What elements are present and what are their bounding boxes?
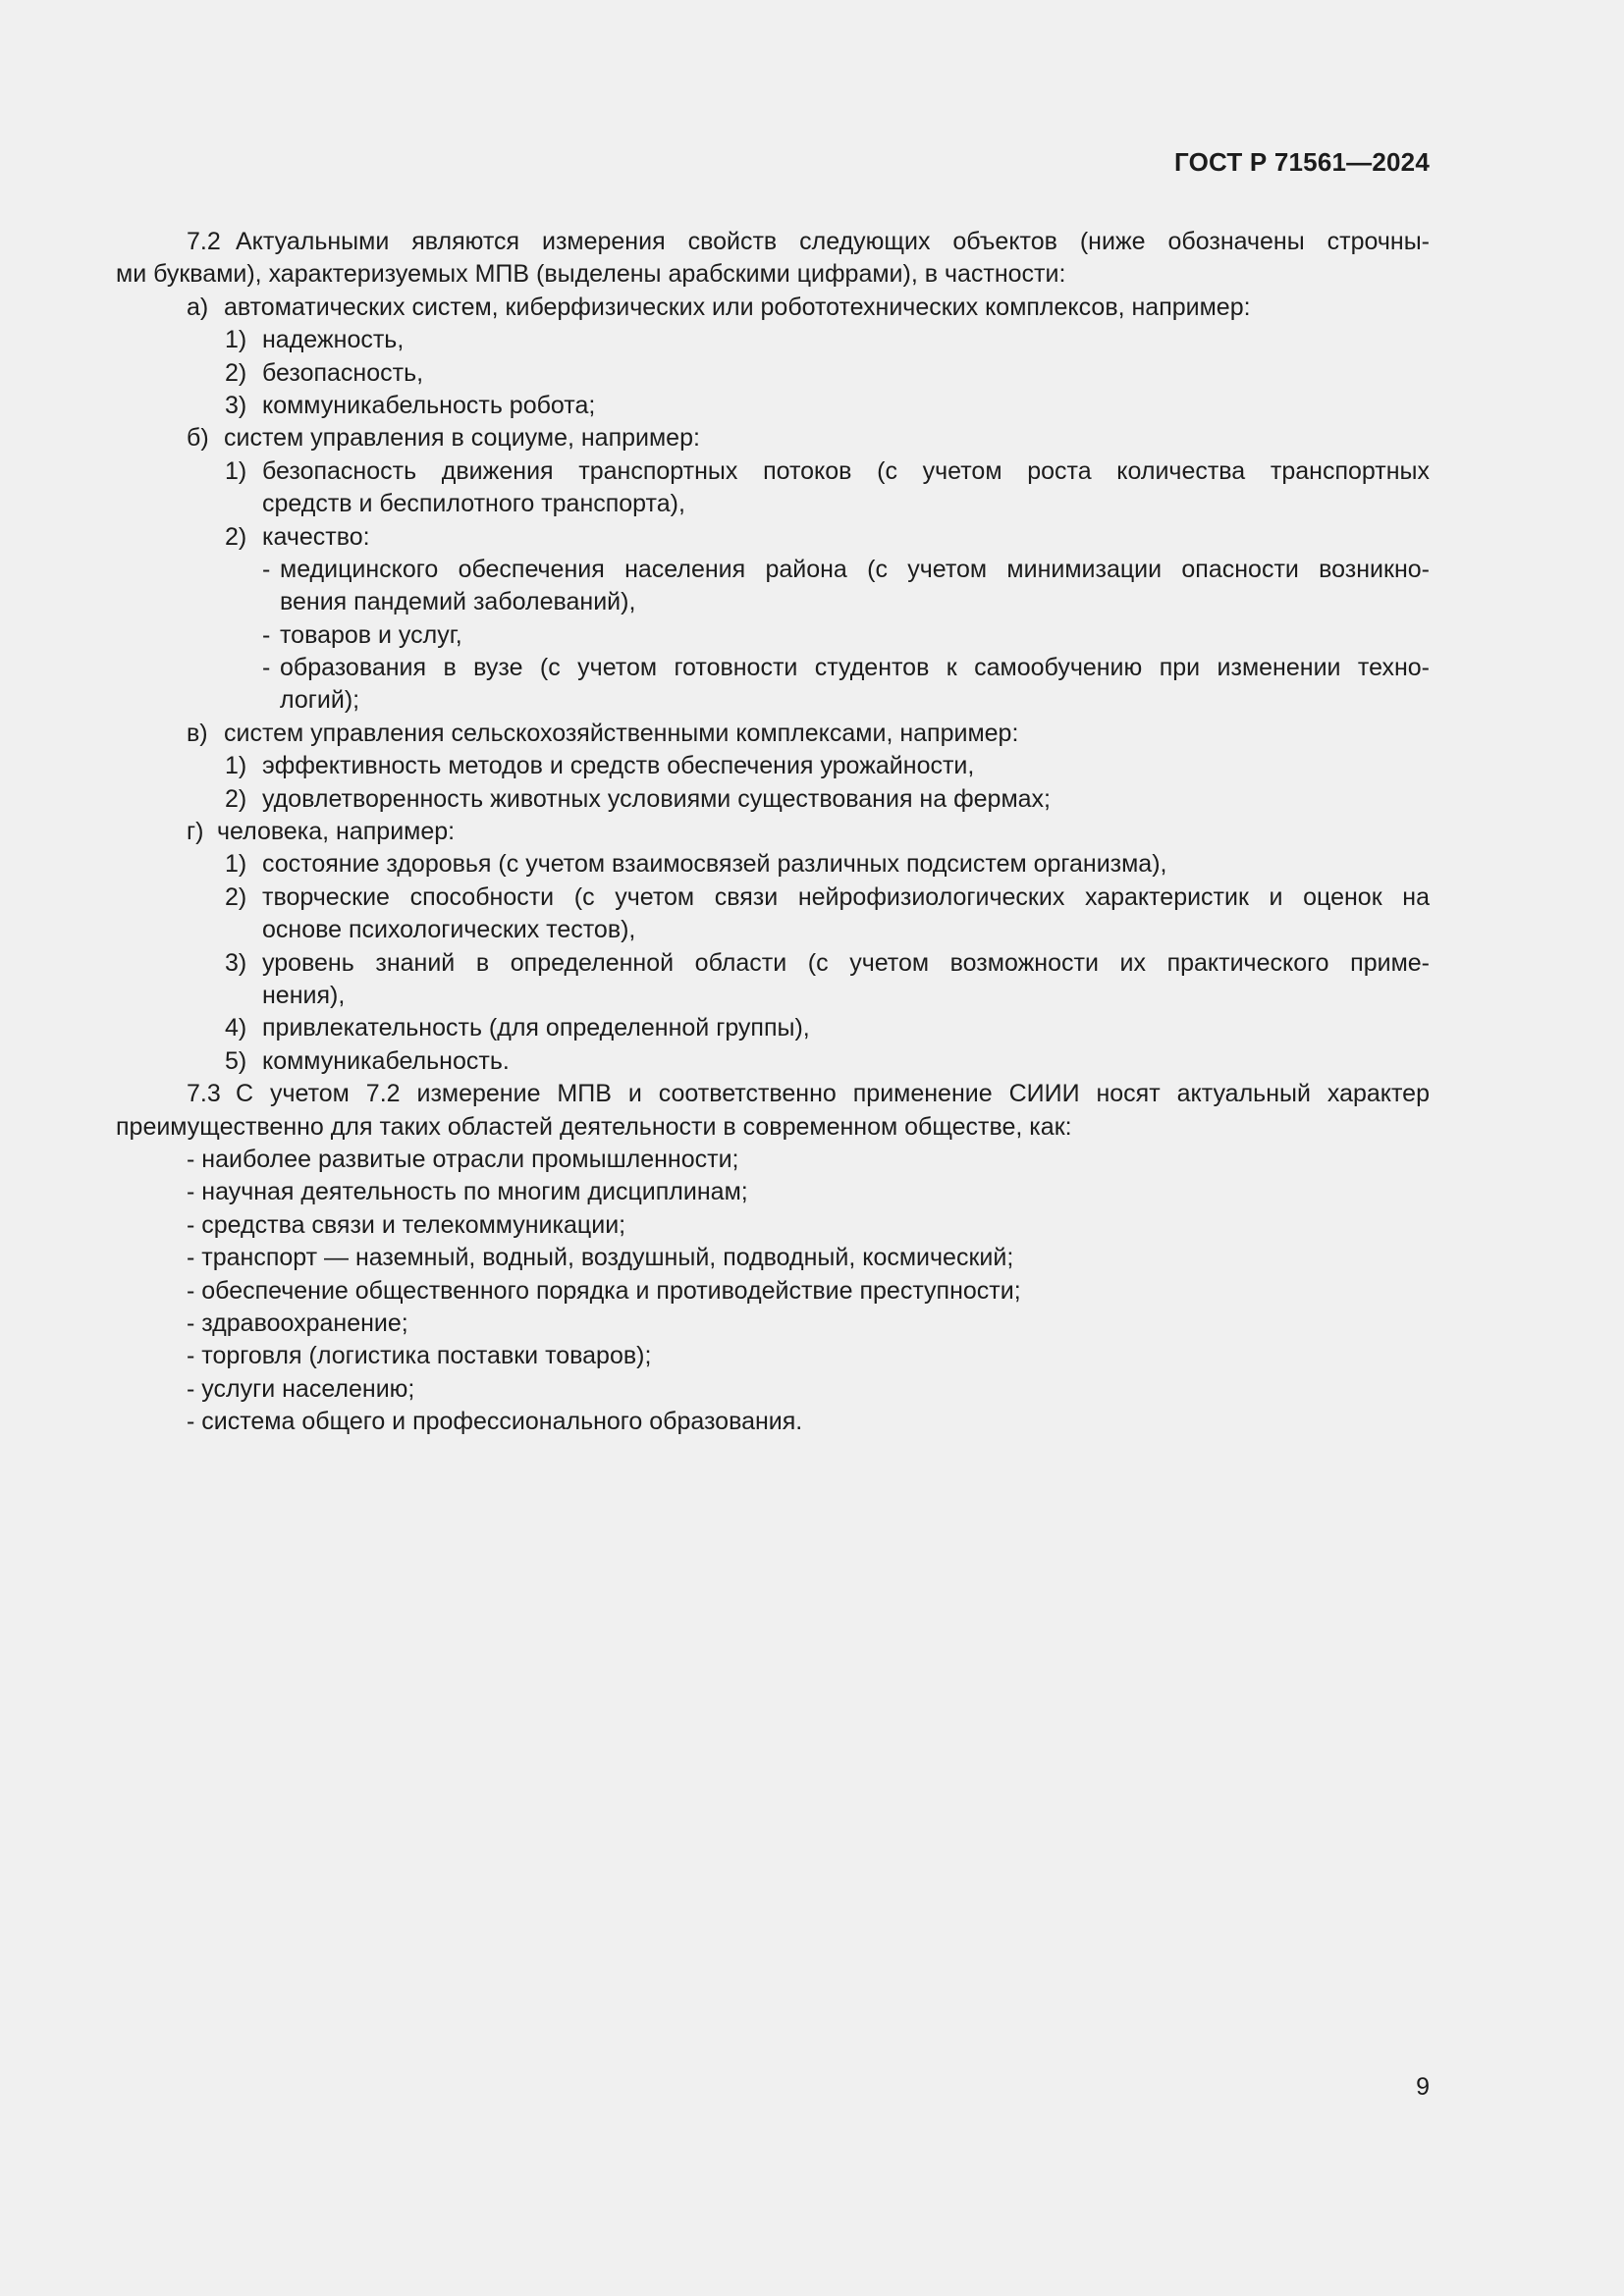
list-item: [116, 521, 1430, 554]
list-item-continuation: [116, 914, 1430, 946]
list-item-text: - транспорт — наземный, водный, воздушный, подводный, космический;: [187, 1244, 1014, 1272]
paragraph-line: [116, 258, 1430, 291]
list-item-text: товаров и услуг,: [280, 620, 462, 649]
list-item-continuation: [116, 684, 1430, 717]
dash-list-item: [116, 1373, 1430, 1406]
document-header: ГОСТ Р 71561—2024: [1174, 147, 1430, 177]
paragraph-text: С учетом 7.2 измерение МПВ и соответственно применение СИИИ носят актуальный характер: [236, 1080, 1430, 1108]
list-item-text: привлекательность (для определенной группы),: [262, 1014, 810, 1042]
list-item-text: - торговля (логистика поставки товаров);: [187, 1342, 652, 1370]
list-marker: -: [262, 555, 271, 583]
clause-7-2-first-line: [116, 226, 1430, 258]
list-item: [116, 750, 1430, 782]
list-item-continuation: [116, 488, 1430, 520]
list-item-text: - обеспечение общественного порядка и противодействие преступности;: [187, 1276, 1021, 1305]
list-item-text: - наиболее развитые отрасли промышленности;: [187, 1145, 739, 1173]
list-item: [116, 324, 1430, 356]
list-item-text: систем управления сельскохозяйственными комплексами, например:: [224, 719, 1019, 747]
list-item: [116, 357, 1430, 390]
list-item-text: творческие способности (с учетом связи нейрофизиологических характеристик и оценок на: [262, 882, 1430, 911]
list-item-text: автоматических систем, киберфизических или робототехнических комплексов, например:: [224, 293, 1251, 321]
list-marker: -: [262, 654, 271, 682]
list-item-text: уровень знаний в определенной области (с учетом возможности их практического приме-: [262, 948, 1430, 977]
list-item-text: коммуникабельность робота;: [262, 391, 596, 419]
list-item: [116, 455, 1430, 488]
list-item-text: - здравоохранение;: [187, 1308, 408, 1337]
list-marker: в): [187, 719, 208, 747]
list-item-text: качество:: [262, 522, 370, 551]
list-marker: -: [262, 620, 271, 649]
list-item-text: состояние здоровья (с учетом взаимосвязей различных подсистем организма),: [262, 850, 1167, 879]
list-marker: 1): [225, 752, 247, 780]
list-item-continuation: [116, 980, 1430, 1012]
sub-list-item: [116, 652, 1430, 684]
list-marker: 3): [225, 391, 247, 419]
list-item-text: - научная деятельность по многим дисциплинам;: [187, 1178, 748, 1206]
sub-list-item: [116, 619, 1430, 652]
list-marker: 3): [225, 948, 247, 977]
list-item: [116, 881, 1430, 914]
list-item-text: образования в вузе (с учетом готовности студентов к самообучению при изменении техно-: [280, 654, 1430, 682]
dash-list-item: [116, 1242, 1430, 1274]
dash-list-item: [116, 1406, 1430, 1438]
list-marker: 5): [225, 1046, 247, 1075]
list-item-a: [116, 292, 1430, 324]
list-item-text: систем управления в социуме, например:: [224, 424, 700, 453]
list-marker: 1): [225, 456, 247, 485]
list-item: [116, 1012, 1430, 1044]
list-item: [116, 947, 1430, 980]
sub-list-item: [116, 554, 1430, 586]
list-item-text: средств и беспилотного транспорта),: [262, 490, 685, 518]
paragraph-line: [116, 1111, 1430, 1144]
paragraph-text: ми буквами), характеризуемых МПВ (выделены арабскими цифрами), в частности:: [116, 260, 1066, 289]
list-item-text: нения),: [262, 981, 346, 1009]
list-item-continuation: [116, 586, 1430, 618]
list-marker: 2): [225, 522, 247, 551]
list-item-text: надежность,: [262, 326, 405, 354]
list-item-v: [116, 718, 1430, 750]
paragraph-text: преимущественно для таких областей деятельности в современном обществе, как:: [116, 1112, 1072, 1141]
list-item-text: вения пандемий заболеваний),: [280, 588, 636, 616]
list-marker: 2): [225, 882, 247, 911]
list-item-g: [116, 816, 1430, 848]
list-marker: а): [187, 293, 209, 321]
list-item: [116, 390, 1430, 422]
list-item-text: медицинского обеспечения населения района (с учетом минимизации опасности возникно-: [280, 555, 1430, 583]
list-item: [116, 848, 1430, 881]
dash-list-item: [116, 1340, 1430, 1372]
dash-list-item: [116, 1308, 1430, 1340]
list-item-text: удовлетворенность животных условиями существования на фермах;: [262, 784, 1051, 813]
list-marker: 2): [225, 358, 247, 387]
clause-7-3-first-line: [116, 1078, 1430, 1110]
list-marker: 1): [225, 326, 247, 354]
clause-number: 7.3: [187, 1080, 221, 1108]
list-marker: 1): [225, 850, 247, 879]
list-item-text: логий);: [280, 686, 360, 715]
list-item-text: - система общего и профессионального образования.: [187, 1408, 803, 1436]
list-item-b: [116, 422, 1430, 454]
page-number: 9: [1416, 2073, 1430, 2101]
list-item-text: безопасность движения транспортных потоков (с учетом роста количества транспортных: [262, 456, 1430, 485]
list-item-text: безопасность,: [262, 358, 424, 387]
paragraph-text: Актуальными являются измерения свойств следующих объектов (ниже обозначены строчны-: [236, 228, 1430, 255]
dash-list-item: [116, 1144, 1430, 1176]
list-item-text: - услуги населению;: [187, 1374, 415, 1403]
list-item-text: коммуникабельность.: [262, 1046, 510, 1075]
dash-list-item: [116, 1209, 1430, 1242]
list-item-text: основе психологических тестов),: [262, 916, 636, 944]
list-item: [116, 783, 1430, 816]
list-marker: г): [187, 818, 204, 846]
list-item: [116, 1045, 1430, 1078]
list-marker: 2): [225, 784, 247, 813]
dash-list-item: [116, 1275, 1430, 1308]
document-body: [116, 226, 1430, 1438]
dash-list-item: [116, 1176, 1430, 1208]
list-item-text: эффективность методов и средств обеспечения урожайности,: [262, 752, 975, 780]
clause-number: 7.2: [187, 228, 221, 255]
list-item-text: человека, например:: [217, 818, 456, 846]
list-marker: 4): [225, 1014, 247, 1042]
list-item-text: - средства связи и телекоммуникации;: [187, 1210, 626, 1239]
list-marker: б): [187, 424, 209, 453]
